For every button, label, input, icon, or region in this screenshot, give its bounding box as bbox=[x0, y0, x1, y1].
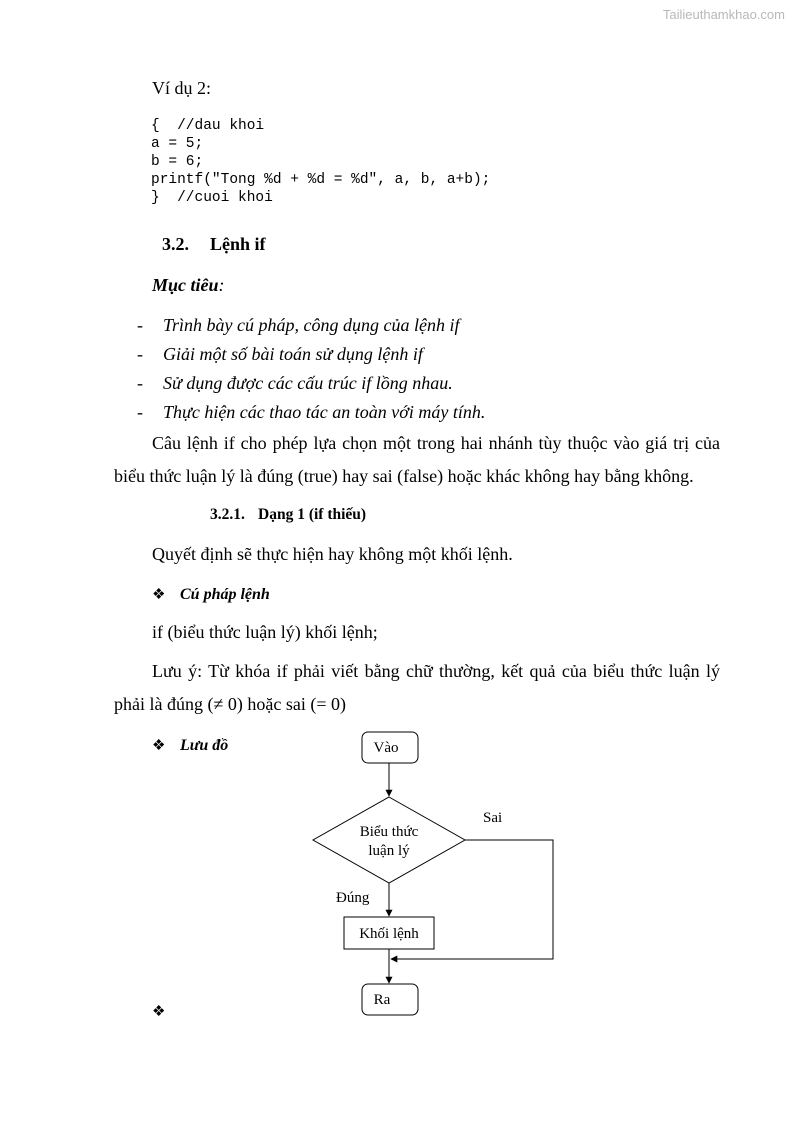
code-line: } //cuoi khoi bbox=[151, 190, 273, 206]
subsection-description: Quyết định sẽ thực hiện hay không một khối lệnh. bbox=[152, 544, 513, 564]
diamond-bullet-icon: ❖ bbox=[152, 587, 166, 603]
false-branch-label: Sai bbox=[483, 810, 503, 826]
syntax-title: Cú pháp lệnh bbox=[180, 586, 270, 603]
end-node-label: Ra bbox=[373, 992, 391, 1008]
dash-marker: - bbox=[137, 344, 143, 364]
subsection-number: 3.2.1. bbox=[210, 506, 245, 523]
empty-bullet bbox=[152, 999, 180, 1023]
start-node-label: Vào bbox=[373, 740, 399, 756]
intro-paragraph-line: biểu thức luận lý là đúng (true) hay sai (false) hoặc khác không hay bằng không. bbox=[114, 466, 694, 486]
section-title: Lệnh if bbox=[210, 234, 266, 254]
diamond-bullet-icon: ❖ bbox=[152, 738, 166, 754]
objective-text: Giải một số bài toán sử dụng lệnh if bbox=[163, 344, 423, 364]
subsection-title: Dạng 1 (if thiếu) bbox=[258, 506, 367, 523]
code-line: b = 6; bbox=[151, 154, 204, 170]
objective-text: Thực hiện các thao tác an toàn với máy tính. bbox=[163, 402, 486, 422]
objectives-colon: : bbox=[218, 275, 225, 295]
code-line: a = 5; bbox=[151, 136, 204, 152]
block-node-label: Khối lệnh bbox=[359, 926, 419, 942]
objective-text: Sử dụng được các cấu trúc if lồng nhau. bbox=[163, 373, 453, 393]
condition-label-line1: Biểu thức bbox=[359, 824, 419, 840]
watermark: Tailieuthamkhao.com bbox=[662, 7, 785, 22]
syntax-text: if (biểu thức luận lý) khối lệnh; bbox=[152, 622, 378, 642]
note-line: Lưu ý: Từ khóa if phải viết bằng chữ thường, kết quả của biểu thức luận lý bbox=[152, 661, 720, 681]
example-label: Ví dụ 2: bbox=[152, 78, 212, 98]
dash-marker: - bbox=[137, 373, 143, 393]
code-line: { //dau khoi bbox=[151, 118, 265, 134]
condition-diamond bbox=[313, 797, 465, 883]
section-number: 3.2. bbox=[162, 234, 189, 254]
dash-marker: - bbox=[137, 402, 143, 422]
condition-label-line2: luận lý bbox=[368, 843, 410, 859]
note-line: phải là đúng (≠ 0) hoặc sai (= 0) bbox=[114, 694, 346, 714]
objectives-title: Mục tiêu bbox=[152, 275, 219, 295]
objective-text: Trình bày cú pháp, công dụng của lệnh if bbox=[163, 315, 460, 335]
true-branch-label: Đúng bbox=[336, 890, 370, 906]
dash-marker: - bbox=[137, 315, 143, 335]
diamond-bullet-icon: ❖ bbox=[152, 1004, 166, 1020]
code-line: printf("Tong %d + %d = %d", a, b, a+b); bbox=[151, 172, 491, 188]
flowchart-title: Lưu đồ bbox=[180, 737, 229, 754]
intro-paragraph-line: Câu lệnh if cho phép lựa chọn một trong hai nhánh tùy thuộc vào giá trị của bbox=[152, 433, 720, 453]
